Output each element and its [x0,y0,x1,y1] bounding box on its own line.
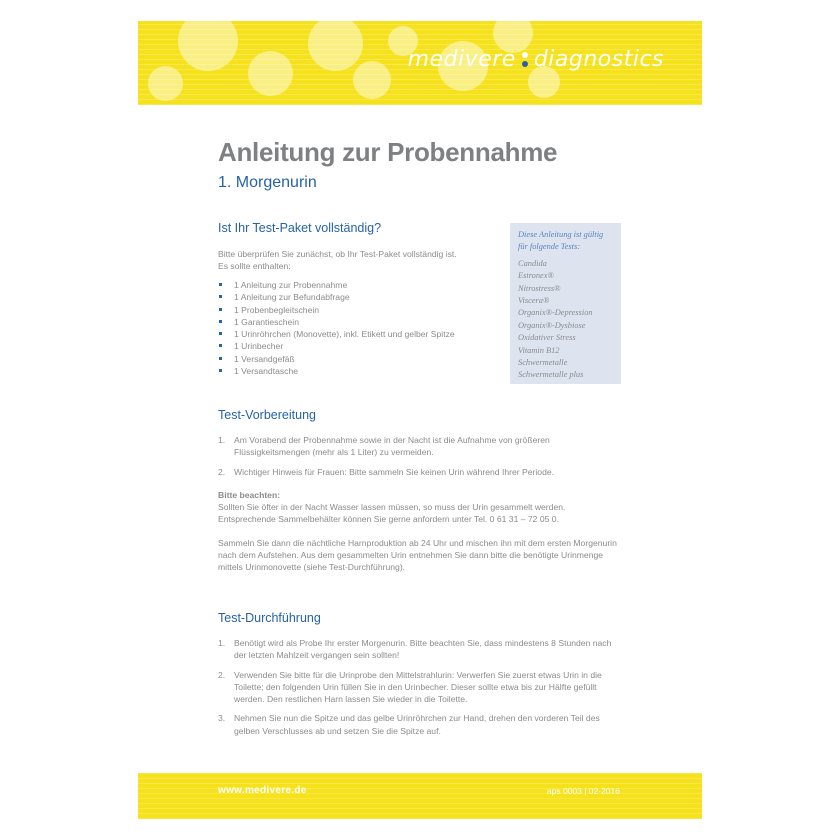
package-intro-line1: Bitte überprüfen Sie zunächst, ob Ihr Test-Paket vollständig ist. [218,249,457,259]
valid-tests-note [518,229,613,254]
test-name: Schwermetalle [518,358,568,368]
test-name: Organix®-Dysbiose [518,320,586,330]
test-name: Nitrostress® [518,283,561,293]
logo-dots-icon [522,52,528,67]
test-name: Estronex® [518,271,554,281]
step-number: 3. [218,713,226,724]
step-text: Verwenden Sie bitte für die Urinprobe den Mittelstrahlurin: Verwerfen Sie zuerst etwas Urin in die Toilette; den folgenden Urin füllen Sie in den Urinbecher. Dieser sollte etwa bis zur Hälfte gefüllt werden. Den restlichen Harn lassen Sie wieder in die Toilette. [234,669,602,705]
valid-tests-box [510,223,621,384]
document-page [138,21,702,819]
note-label: Bitte beachten: [218,490,281,500]
section-heading-package: Ist Ihr Test-Paket vollständig? [218,221,382,235]
test-name: Viscera® [518,296,550,306]
step-number: 1. [218,638,226,648]
list-item: 1 Versandtasche [218,365,455,377]
test-name: Oxidativer Stress [518,333,576,343]
package-contents-list [218,279,455,377]
step-text: Benötigt wird als Probe Ihr erster Morgenurin. Bitte beachten Sie, dass mindestens 8 Stunden nach der letzten Mahlzeit vergangen sein sollten! [234,638,612,661]
numbered-step [218,434,622,459]
numbered-step [218,466,622,478]
list-item: 1 Urinröhrchen (Monovette), inkl. Etikett und gelber Spitze [218,328,455,340]
valid-tests-note-line1: Diese Anleitung ist gültig [518,230,604,239]
test-name: Schwermetalle plus [518,370,584,380]
procedure-steps [218,637,622,744]
logo-text-medivere: medivere [407,47,516,72]
step-number: 2. [218,669,226,680]
package-intro [218,248,457,272]
section-heading-procedure: Test-Durchführung [218,611,321,625]
list-item: 1 Versandgefäß [218,353,455,365]
numbered-step [218,712,622,737]
list-item: 1 Anleitung zur Probennahme [218,279,455,291]
numbered-step [218,637,622,662]
step-number: 1. [218,435,226,445]
medivere-logo [408,47,664,72]
logo-text-diagnostics: diagnostics [533,47,664,72]
valid-tests-note-line2: für folgende Tests: [518,242,581,252]
website-link[interactable]: www.medivere.de [218,785,307,796]
list-item: 1 Anleitung zur Befundabfrage [218,291,455,303]
list-item: 1 Probenbegleitschein [218,304,455,316]
step-number: 2. [218,466,226,477]
page-title: Anleitung zur Probennahme [218,137,558,167]
package-intro-line2: Es sollte enthalten: [218,261,291,271]
list-item: 1 Urinbecher [218,340,455,352]
test-name: Candida [518,258,547,268]
test-name: Vitamin B12 [518,345,560,355]
step-text: Nehmen Sie nun die Spitze und das gelbe Urinröhrchen zur Hand, drehen den vorderen Teil des gelben Verschlusses ab und setzen Sie die Spitze auf. [234,713,600,736]
document-code: aps 0003 | 02-2016 [546,786,620,796]
step-text: Am Vorabend der Probennahme sowie in der Nacht ist die Aufnahme von größeren Flüssigkeitsmengen (mehr als 1 Liter) zu vermeiden. [234,435,550,458]
numbered-step [218,669,622,706]
page-subtitle: 1. Morgenurin [218,174,317,191]
test-name: Organix®-Depression [518,308,593,318]
section-heading-preparation: Test-Vorbereitung [218,408,316,422]
header-banner [138,21,702,105]
list-item: 1 Garantieschein [218,316,455,328]
collection-paragraph: Sammeln Sie dann die nächtliche Harnproduktion ab 24 Uhr und mischen ihn mit dem ersten Morgenurin nach dem Aufstehen. Aus dem gesammelten Urin entnehmen Sie dann bitte die benötigte Urinmenge mittels Urinmonovette (siehe Test-Durchführung). [218,538,617,572]
note-text: Sollten Sie öfter in der Nacht Wasser lassen müssen, so muss der Urin gesammelt werden. Entsprechende Sammelbehälter können Sie gerne anfordern unter Tel. 0 61 31 – 72 05 0. [218,502,566,524]
note-paragraph [218,489,622,525]
step-text: Wichtiger Hinweis für Frauen: Bitte sammeln Sie keinen Urin während Ihrer Periode. [234,466,555,477]
preparation-steps [218,434,622,485]
footer-banner [138,773,702,819]
